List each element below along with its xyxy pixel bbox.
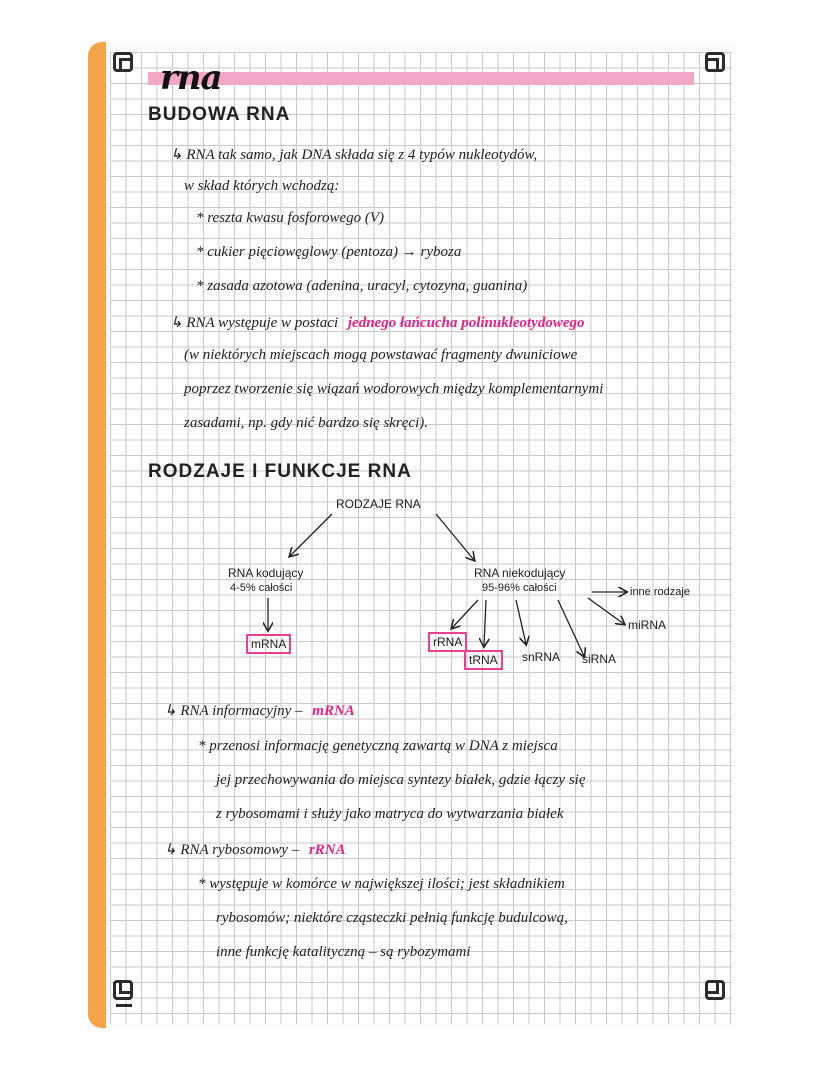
diagram-root: RODZAJE RNA [336,497,421,511]
budowa-line-6: zasadami, np. gdy nić bardzo się skręci). [184,415,428,431]
sirna-label: siRNA [582,652,617,666]
rrna-desc-line-1: * występuje w komórce w największej ilości; jest składnikiem [198,876,565,892]
arrow-to-sirna [558,600,584,656]
arrow-to-mirna [588,598,624,624]
trna-box: tRNA [464,650,503,670]
budowa-line-4: (w niektórych miejscach mogą powstawać fragmenty dwuniciowe [184,347,578,363]
snrna-label: snRNA [522,650,561,664]
arrow-to-coding [290,514,332,556]
arrow-to-rrna [452,600,478,628]
budowa-line-2: w skład których wchodzą: [184,178,340,194]
budowa-line-1: ↳ RNA tak samo, jak DNA składa się z 4 typów nukleotydów, [170,147,538,163]
noncoding-rna-share: 95-96% całości [482,582,557,594]
rrna-heading [164,840,346,859]
section-heading-budowa: BUDOWA RNA [148,104,291,125]
arrow-to-noncoding [436,514,474,560]
arrow-to-snrna [516,600,526,644]
budowa-line-5: poprzez tworzenie się wiązań wodorowych między komplementarnymi [184,381,604,397]
other-types-label: inne rodzaje [630,586,690,598]
single-strand-highlight: jednego łańcucha polinukleotydowego [347,315,585,331]
section-heading-rodzaje: RODZAJE I FUNKCJE RNA [148,461,412,482]
rrna-desc-line-3: inne funkcję katalityczną – są rybozymami [216,944,471,960]
page-title: rna [160,58,222,98]
mrna-box: mRNA [246,634,291,654]
mrna-desc-line-3: z rybosomami i służy jako matryca do wytwarzania białek [216,806,564,822]
rrna-box: rRNA [428,632,467,652]
rrna-highlight: rRNA [308,842,346,858]
mirna-label: miRNA [628,618,666,632]
budowa-line-3-prefix: ↳ RNA występuje w postaci [170,315,339,331]
budowa-bullet-3: * zasada azotowa (adenina, uracyl, cytozyna, guanina) [196,278,528,294]
coding-rna-title: RNA kodujący [228,566,304,580]
mrna-heading [164,701,355,720]
budowa-bullet-2: * cukier pięciowęglowy (pentoza) → ryboza [196,244,462,260]
arrow-to-trna [484,600,486,646]
budowa-bullet-1: * reszta kwasu fosforowego (V) [196,210,385,226]
noncoding-rna-title: RNA niekodujący [474,566,566,580]
mrna-desc-line-1: * przenosi informację genetyczną zawartą w DNA z miejsca [198,738,558,754]
mrna-desc-line-2: jej przechowywania do miejsca syntezy białek, gdzie łączy się [216,772,586,788]
mrna-highlight: mRNA [312,703,355,719]
coding-rna-share: 4-5% całości [230,582,293,594]
rrna-desc-line-2: rybosomów; niektóre cząsteczki pełnią funkcję budulcową, [216,910,568,926]
mrna-heading-prefix: ↳ RNA informacyjny – [164,703,303,719]
rrna-heading-prefix: ↳ RNA rybosomowy – [164,842,300,858]
